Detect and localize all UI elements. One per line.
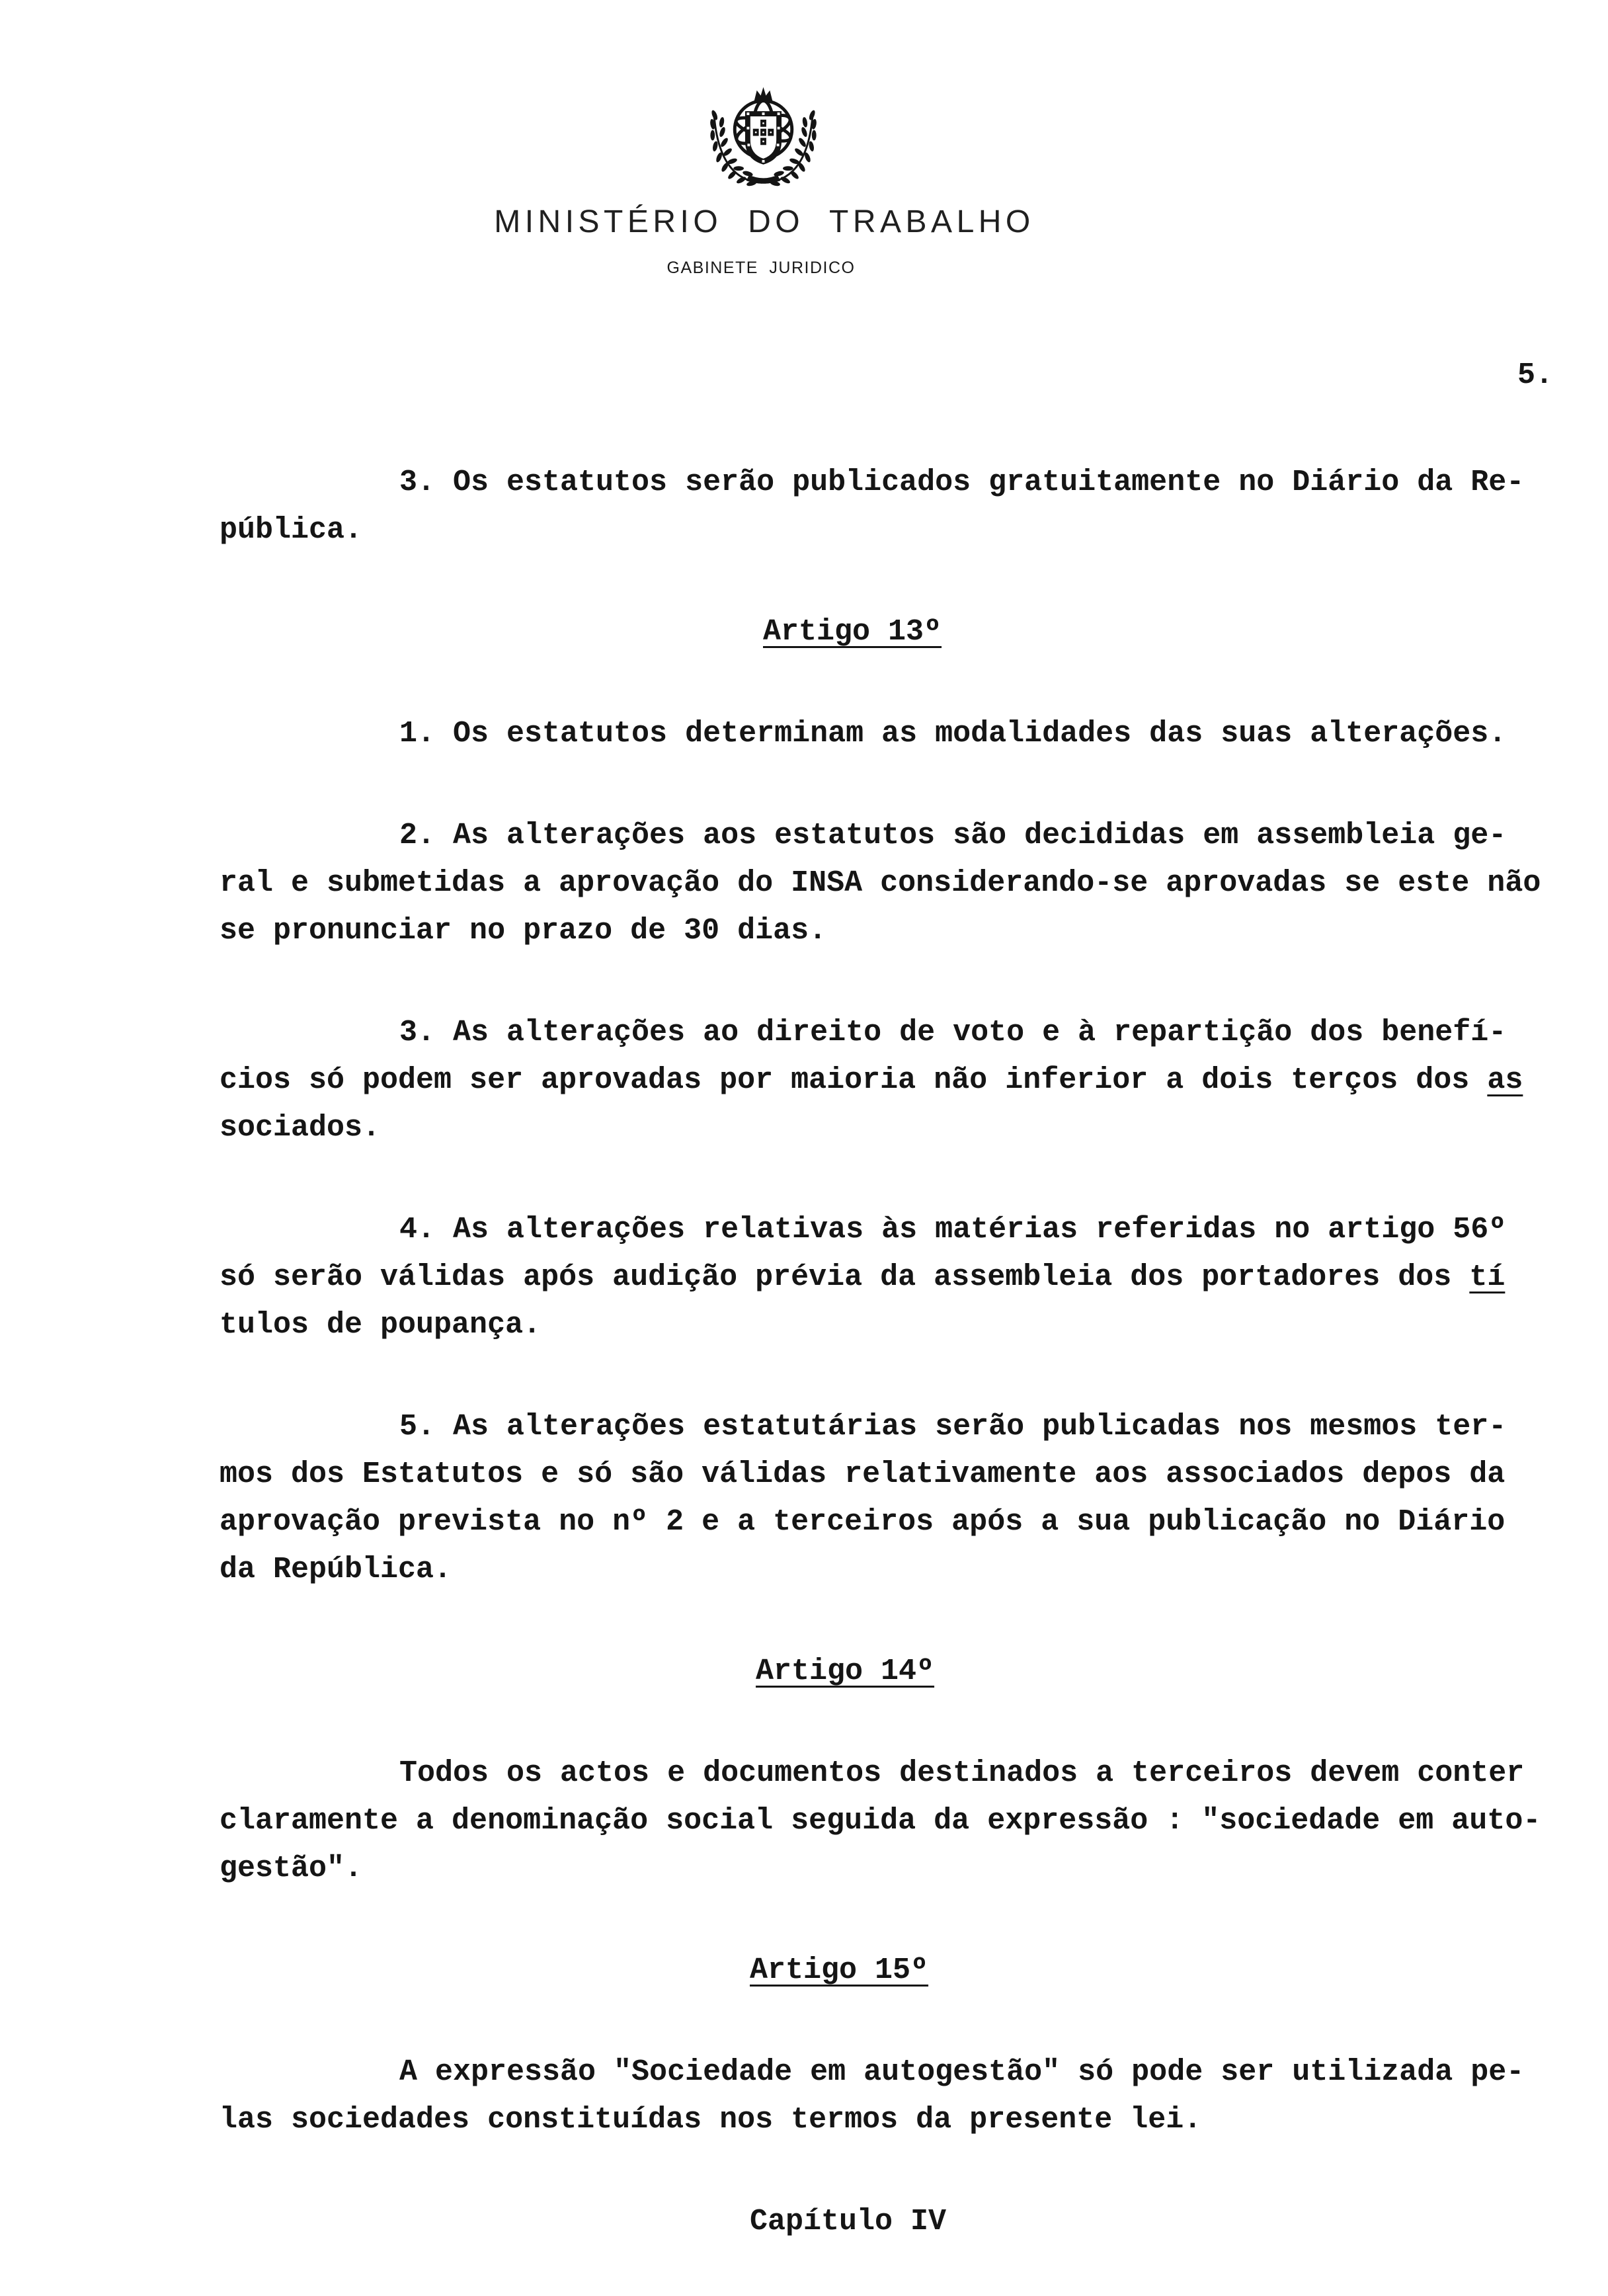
article-heading-text: Artigo 13º <box>763 615 942 649</box>
article-heading-text: Artigo 14º <box>756 1655 935 1688</box>
paragraph-line: gestão". <box>220 1852 363 1885</box>
line-text: só serão válidas após audição prévia da assembleia dos portadores dos <box>220 1260 1452 1294</box>
underlined-syllable: as <box>1487 1063 1523 1097</box>
paragraph-line: Todos os actos e documentos destinados a terceiros devem conter <box>399 1756 1525 1790</box>
paragraph-line: 1. Os estatutos determinam as modalidades das suas alterações. <box>399 717 1507 751</box>
article-heading-text: Artigo 15º <box>750 1953 929 1987</box>
paragraph-line: A expressão "Sociedade em autogestão" só pode ser utilizada pe- <box>399 2055 1525 2089</box>
paragraph-line: pública. <box>220 513 363 547</box>
underlined-syllable: tí <box>1469 1260 1506 1294</box>
page-number: 5. <box>1517 358 1554 392</box>
paragraph-line: se pronunciar no prazo de 30 dias. <box>220 914 827 948</box>
paragraph <box>220 1403 1595 1594</box>
paragraph <box>220 1009 1595 1152</box>
paragraph <box>220 2049 1595 2144</box>
paragraph <box>220 1206 1595 1349</box>
paragraph-line: da República. <box>220 1553 452 1586</box>
shield <box>745 111 782 165</box>
paragraph <box>220 812 1595 955</box>
paragraph-line: sociados. <box>220 1111 381 1145</box>
crown-finial <box>754 87 773 101</box>
paragraph-line <box>220 1057 1595 1104</box>
article-13-heading <box>220 608 1595 656</box>
paragraph-line: tulos de poupança. <box>220 1308 542 1342</box>
line-text: cios só podem ser aprovadas por maioria não inferior a dois terços dos <box>220 1063 1470 1097</box>
paragraph-line: 5. As alterações estatutárias serão publicadas nos mesmos ter- <box>399 1410 1507 1444</box>
paragraph <box>220 459 1595 554</box>
chapter-heading <box>220 2198 1595 2246</box>
paragraph-line: 3. Os estatutos serão publicados gratuitamente no Diário da Re- <box>399 466 1525 499</box>
paragraph-line: 3. As alterações ao direito de voto e à repartição dos benefí- <box>399 1016 1507 1049</box>
document-body <box>220 459 1595 2246</box>
paragraph-line: mos dos Estatutos e só são válidas relativamente aos associados depos da <box>220 1457 1506 1491</box>
chapter-heading-text: Capítulo IV <box>750 2205 947 2238</box>
office-subtitle: GABINETE JURIDICO <box>666 259 856 277</box>
paragraph-line: ral e submetidas a aprovação do INSA considerando-se aprovadas se este não <box>220 866 1541 900</box>
paragraph-line: aprovação prevista no nº 2 e a terceiros após a sua publicação no Diário <box>220 1505 1506 1539</box>
paragraph <box>220 1750 1595 1893</box>
paragraph-line: 2. As alterações aos estatutos são decididas em assembleia ge- <box>399 819 1507 852</box>
paragraph-line: 4. As alterações relativas às matérias referidas no artigo 56º <box>399 1213 1507 1247</box>
paragraph <box>220 710 1595 758</box>
article-14-heading <box>220 1648 1595 1696</box>
ministry-title: MINISTÉRIO DO TRABALHO <box>494 204 1035 239</box>
paragraph-line: claramente a denominação social seguida da expressão : "sociedade em auto- <box>220 1804 1541 1838</box>
article-15-heading <box>220 1947 1595 1994</box>
paragraph-line <box>220 1254 1595 1301</box>
letterhead-emblem <box>705 85 822 187</box>
coat-of-arms-icon <box>705 85 822 187</box>
paragraph-line: las sociedades constituídas nos termos da presente lei. <box>220 2103 1202 2137</box>
